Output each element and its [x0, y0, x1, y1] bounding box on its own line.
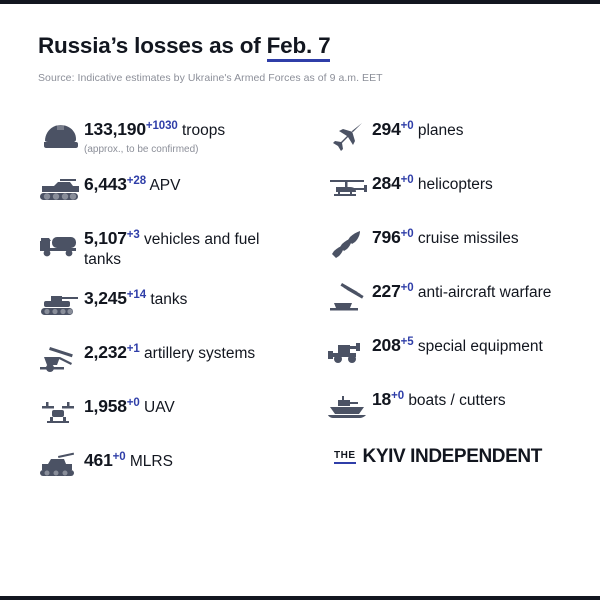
apv-icon: [38, 171, 84, 211]
stat-row: [326, 170, 600, 210]
stat-delta: +1030: [145, 119, 178, 132]
stats-column-left: [0, 116, 318, 501]
stat-row: [38, 225, 318, 271]
stat-label: MLRS: [129, 452, 173, 470]
stat-row: [326, 224, 600, 264]
stat-value: 796: [372, 227, 401, 247]
stat-label: planes: [417, 122, 464, 139]
stat-row: [326, 386, 600, 426]
stat-row: [38, 171, 318, 211]
stat-delta: +0: [391, 389, 404, 402]
stat-text: [84, 447, 173, 472]
stat-row: [38, 116, 318, 157]
fuel-truck-icon: [38, 225, 84, 265]
stat-text: [84, 339, 255, 364]
stat-label: special equipment: [417, 338, 543, 355]
stat-value: 461: [84, 449, 113, 470]
stat-delta: +0: [400, 119, 414, 132]
stat-value: 227: [372, 281, 401, 301]
stat-label: boats / cutters: [408, 392, 506, 409]
stat-text: [372, 170, 493, 195]
stat-row: [326, 116, 600, 156]
stat-text: [372, 224, 519, 249]
stat-row: [38, 447, 318, 487]
stat-label: artillery systems: [144, 344, 256, 362]
stat-text: [372, 386, 506, 411]
stat-value: 208: [372, 335, 401, 355]
stat-row: [326, 332, 600, 372]
anti-aircraft-icon: [326, 278, 372, 318]
page-title-prefix: Russia’s losses as of: [38, 33, 267, 58]
stat-value: 294: [372, 119, 401, 139]
stat-value: 2,232: [84, 341, 127, 362]
drone-icon: [38, 393, 84, 433]
tank-icon: [38, 285, 84, 325]
kyiv-independent-logo: [326, 446, 600, 468]
source-line: Source: Indicative estimates by Ukraine's Armed Forces as of 9 a.m. EET: [38, 72, 383, 84]
stat-value: 284: [372, 173, 401, 193]
stat-label: helicopters: [417, 176, 493, 193]
stat-text: [372, 116, 464, 141]
stat-value: 6,443: [84, 173, 127, 194]
stat-value: 1,958: [84, 395, 127, 416]
header: [0, 4, 600, 84]
stat-delta: +0: [400, 281, 414, 294]
stat-note: (approx., to be confirmed): [84, 144, 199, 156]
stat-delta: +1: [126, 342, 140, 355]
stat-text: [84, 393, 175, 418]
special-equipment-icon: [326, 332, 372, 372]
stats-column-right: [318, 116, 600, 501]
stat-label: troops: [181, 122, 226, 139]
stat-label: vehicles and fuel tanks: [84, 230, 260, 269]
stat-label: APV: [149, 176, 181, 194]
stat-text: [84, 116, 225, 157]
stat-delta: +0: [126, 396, 140, 409]
stat-label: anti-aircraft warfare: [417, 284, 552, 301]
stat-row: [38, 339, 318, 379]
page-title-date: Feb. 7: [267, 33, 331, 62]
stat-row: [38, 285, 318, 325]
artillery-icon: [38, 339, 84, 379]
cruise-missile-icon: [326, 224, 372, 264]
stat-delta: +3: [126, 228, 140, 241]
stat-delta: +14: [126, 288, 147, 301]
stat-text: [84, 285, 187, 310]
stat-label: tanks: [150, 290, 188, 308]
plane-icon: [326, 116, 372, 156]
stat-text: [372, 332, 543, 357]
stat-row: [38, 393, 318, 433]
stat-label: UAV: [144, 398, 175, 416]
stats-columns: [0, 116, 600, 501]
logo-name-text: KYIV INDEPENDENT: [362, 446, 542, 467]
stat-text: [372, 278, 551, 303]
logo-the-text: THE: [334, 450, 356, 464]
stat-delta: +28: [126, 174, 147, 187]
stat-text: [84, 171, 180, 196]
stat-label: cruise missiles: [417, 230, 519, 247]
stat-delta: +0: [400, 227, 414, 240]
stat-delta: +0: [112, 450, 126, 463]
boat-icon: [326, 386, 372, 426]
stat-row: [326, 278, 600, 318]
stat-delta: +5: [400, 335, 414, 348]
helicopter-icon: [326, 170, 372, 210]
helmet-icon: [38, 116, 84, 156]
stat-value: 5,107: [84, 227, 127, 248]
stat-value: 18: [372, 389, 392, 409]
stat-value: 133,190: [84, 119, 146, 139]
stat-text: [84, 225, 264, 271]
mlrs-icon: [38, 447, 84, 487]
stat-value: 3,245: [84, 287, 127, 308]
stat-delta: +0: [400, 173, 414, 186]
page-title: [38, 32, 562, 59]
